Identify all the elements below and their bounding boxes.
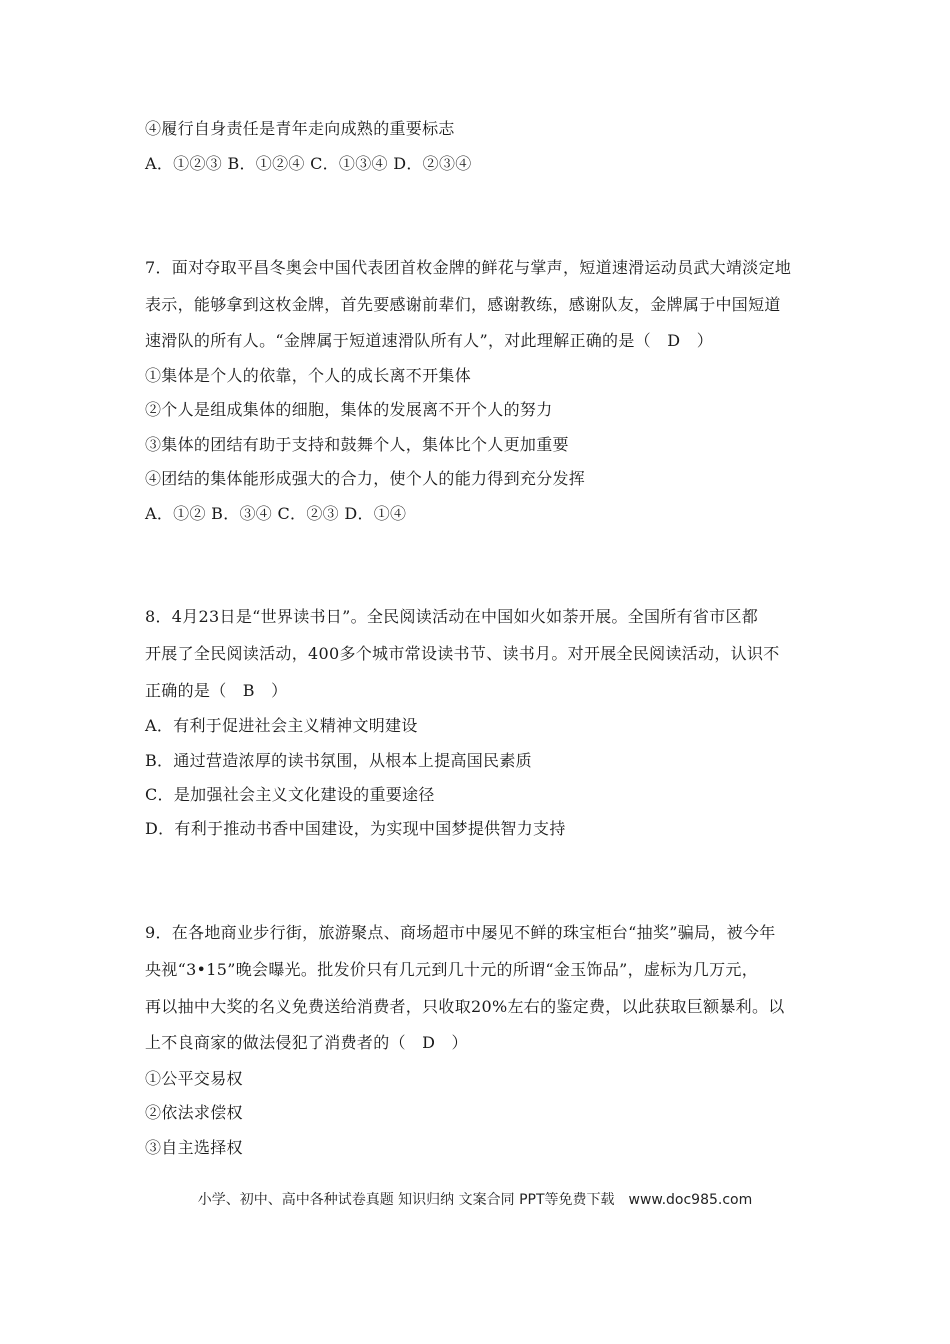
q7-option-1: ①集体是个人的依靠，个人的成长离不开集体 xyxy=(145,366,472,385)
q7-stem-line-1: 7．面对夺取平昌冬奥会中国代表团首枚金牌的鲜花与掌声，短道速滑运动员武大靖淡定地 xyxy=(145,258,792,277)
q9-option-1: ①公平交易权 xyxy=(145,1069,243,1088)
q8-option-b: B．通过营造浓厚的读书氛围，从根本上提高国民素质 xyxy=(145,751,532,770)
q9-stem-line-2: 央视“3•15”晚会曝光。批发价只有几元到几十元的所谓“金玉饰品”，虚标为几万元， xyxy=(145,960,758,979)
q9-option-3: ③自主选择权 xyxy=(145,1138,243,1157)
q8-stem-line-2: 开展了全民阅读活动，400多个城市常设读书节、读书月。对开展全民阅读活动，认识不 xyxy=(145,644,780,663)
q9-stem-line-1: 9．在各地商业步行街，旅游聚点、商场超市中屡见不鲜的珠宝柜台“抽奖”骗局，被今年 xyxy=(145,923,776,942)
q7-option-2: ②个人是组成集体的细胞，集体的发展离不开个人的努力 xyxy=(145,400,553,419)
q9-stem-line-3: 再以抽中大奖的名义免费送给消费者，只收取20%左右的鉴定费，以此获取巨额暴利。以 xyxy=(145,997,785,1016)
q8-stem-line-1: 8．4月23日是“世界读书日”。全民阅读活动在中国如火如荼开展。全国所有省市区都 xyxy=(145,607,759,626)
q7-option-3: ③集体的团结有助于支持和鼓舞个人，集体比个人更加重要 xyxy=(145,435,569,454)
q7-option-4: ④团结的集体能形成强大的合力，使个人的能力得到充分发挥 xyxy=(145,469,586,488)
q9-option-2: ②依法求偿权 xyxy=(145,1103,243,1122)
q7-stem-line-2: 表示，能够拿到这枚金牌，首先要感谢前辈们，感谢教练，感谢队友，金牌属于中国短道 xyxy=(145,295,781,314)
q8-option-a: A．有利于促进社会主义精神文明建设 xyxy=(145,716,418,735)
q6-option-4: ④履行自身责任是青年走向成熟的重要标志 xyxy=(145,119,455,138)
q7-stem-line-3: 速滑队的所有人。“金牌属于短道速滑队所有人”，对此理解正确的是（ D ） xyxy=(145,331,713,350)
q8-option-c: C．是加强社会主义文化建设的重要途径 xyxy=(145,785,435,804)
q8-stem-line-3: 正确的是（ B ） xyxy=(145,681,288,700)
q6-answer-choices: A．①②③ B．①②④ C．①③④ D．②③④ xyxy=(145,154,472,173)
q7-answer-choices: A．①② B．③④ C．②③ D．①④ xyxy=(145,504,407,523)
q8-option-d: D．有利于推动书香中国建设，为实现中国梦提供智力支持 xyxy=(145,819,566,838)
q9-stem-line-4: 上不良商家的做法侵犯了消费者的（ D ） xyxy=(145,1033,468,1052)
page-footer: 小学、初中、高中各种试卷真题 知识归纳 文案合同 PPT等免费下载 www.doc985.com xyxy=(197,1192,753,1208)
